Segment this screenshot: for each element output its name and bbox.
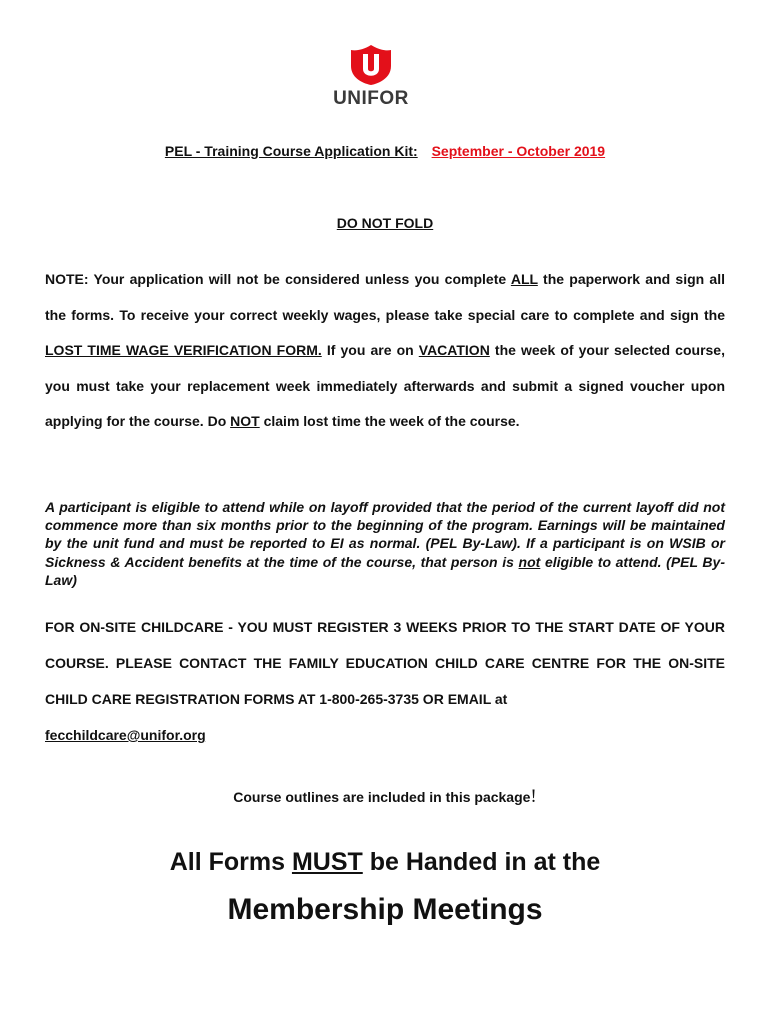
outlines-text: Course outlines are included in this package	[233, 789, 531, 805]
do-not-fold-heading: DO NOT FOLD	[336, 215, 434, 231]
unifor-shield-icon	[349, 44, 393, 86]
layoff-tail: eligible to attend. (PEL By-Law)	[45, 553, 725, 588]
course-outlines-note	[0, 786, 770, 808]
closing-line-2: Membership Meetings	[227, 893, 543, 926]
note-paragraph	[45, 262, 725, 440]
layoff-not: not	[518, 553, 541, 570]
logo-wordmark: UNIFOR	[333, 88, 409, 109]
childcare-text: FOR ON-SITE CHILDCARE - YOU MUST REGISTER 3 WEEKS PRIOR TO THE START DATE OF YOUR COURSE. PLEASE CONTACT THE FAMILY EDUCATION CHILD CARE CENTRE FOR THE ON-SITE CHILD CARE REGISTRATION FORMS AT 1-800-265-3735 OR EMAIL at	[45, 619, 725, 707]
note-text: claim lost time the week of the course.	[259, 413, 520, 429]
note-vacation: VACATION	[418, 342, 490, 358]
childcare-paragraph	[45, 609, 725, 753]
kit-title	[0, 143, 770, 159]
note-form-name: LOST TIME WAGE VERIFICATION FORM.	[45, 342, 322, 358]
note-text: the week of your selected course, you must take your replacement week immediately afterwards and submit a signed voucher upon applying for the course. Do	[45, 342, 725, 429]
layoff-paragraph	[45, 498, 725, 589]
layoff-text: A participant is eligible to attend while on layoff provided that the period of the current layoff did not commence more than six months prior to the beginning of the program. Earnings will be maintained by the unit fund and must be reported to EI as normal. (PEL By-Law). If a participant is on WSIB or Sickness & Accident benefits at the time of the course, that person is	[45, 499, 725, 570]
kit-dates: September - October 2019	[431, 143, 606, 159]
outlines-exclamation: !	[530, 786, 537, 807]
kit-label: PEL - Training Course Application Kit:	[164, 143, 418, 159]
closing-text: All Forms	[169, 848, 292, 876]
note-all: ALL	[510, 271, 538, 287]
unifor-logo	[326, 44, 416, 112]
note-not: NOT	[230, 413, 260, 429]
note-text: NOTE: Your application will not be considered unless you complete	[45, 271, 511, 287]
closing-line-1	[0, 848, 770, 877]
note-text: the paperwork and sign all the forms. To receive your correct weekly wages, please take special care to complete and sign the	[45, 271, 725, 323]
closing-text: be Handed in at the	[362, 848, 601, 876]
note-text: If you are on	[321, 342, 419, 358]
childcare-email-link[interactable]: fecchildcare@unifor.org	[45, 727, 206, 743]
closing-must: MUST	[291, 848, 363, 876]
